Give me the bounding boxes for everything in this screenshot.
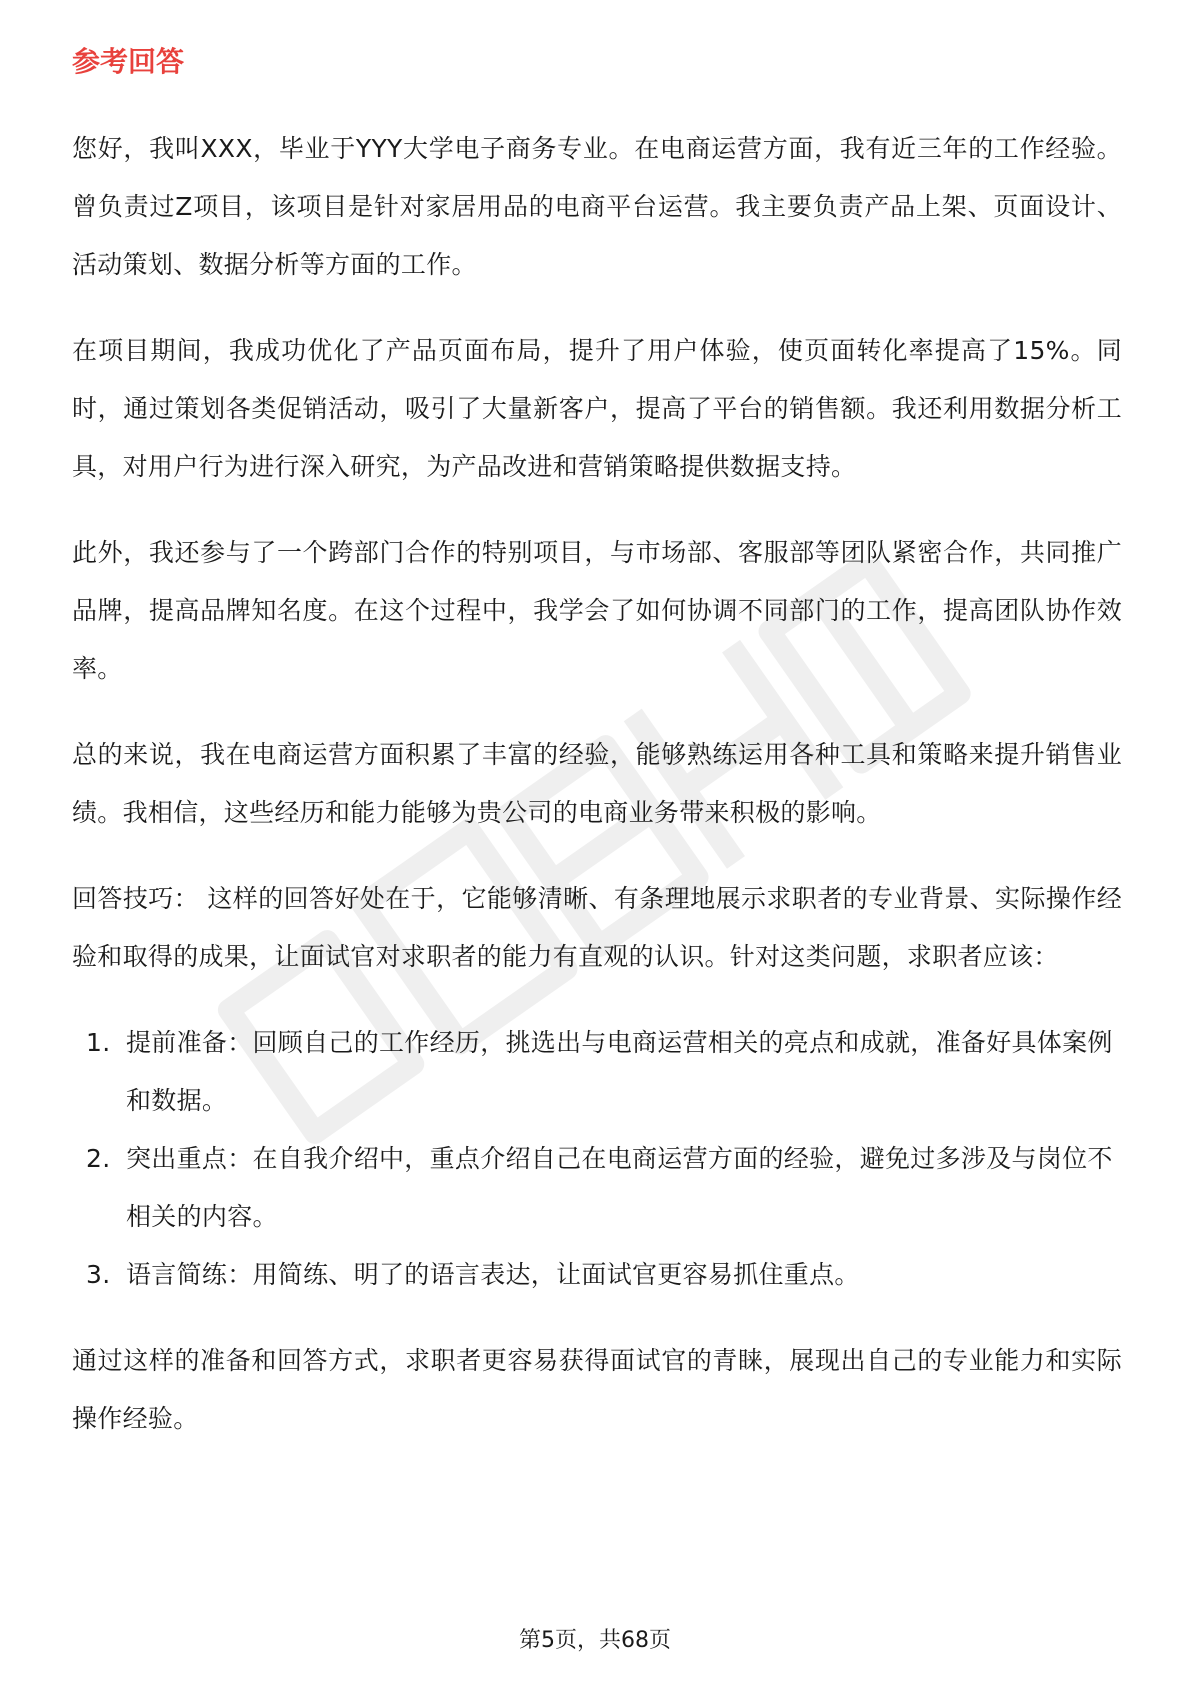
tips-intro-paragraph: 回答技巧： 这样的回答好处在于，它能够清晰、有条理地展示求职者的专业背景、实际操作经验和取得的成果，让面试官对求职者的能力有直观的认识。针对这类问题，求职者应该： (72, 884, 1122, 971)
list-item (72, 1130, 1122, 1246)
list-item-text: 提前准备：回顾自己的工作经历，挑选出与电商运营相关的亮点和成就，准备好具体案例和数据。 (126, 1028, 1113, 1115)
content-area (72, 44, 1122, 1476)
list-item-text: 突出重点：在自我介绍中，重点介绍自己在电商运营方面的经验，避免过多涉及与岗位不相关的内容。 (126, 1144, 1113, 1231)
list-item (72, 1014, 1122, 1130)
answer-paragraph-1: 您好，我叫XXX，毕业于YYY大学电子商务专业。在电商运营方面，我有近三年的工作经验。曾负责过Z项目，该项目是针对家居用品的电商平台运营。我主要负责产品上架、页面设计、活动策划、数据分析等方面的工作。 (72, 134, 1122, 279)
list-item-number: 2. (86, 1144, 111, 1173)
page-number-footer: 第5页，共68页 (519, 1628, 671, 1653)
answer-paragraph-4: 总的来说，我在电商运营方面积累了丰富的经验，能够熟练运用各种工具和策略来提升销售业绩。我相信，这些经历和能力能够为贵公司的电商业务带来积极的影响。 (72, 740, 1122, 827)
list-item (72, 1246, 1122, 1304)
list-item-number: 1. (86, 1028, 111, 1057)
section-heading: 参考回答 (72, 45, 185, 78)
list-item-number: 3. (86, 1260, 111, 1289)
answer-paragraph-2: 在项目期间，我成功优化了产品页面布局，提升了用户体验，使页面转化率提高了15%。同时，通过策划各类促销活动，吸引了大量新客户，提高了平台的销售额。我还利用数据分析工具，对用户行为进行深入研究，为产品改进和营销策略提供数据支持。 (72, 336, 1122, 481)
closing-paragraph: 通过这样的准备和回答方式，求职者更容易获得面试官的青睐，展现出自己的专业能力和实际操作经验。 (72, 1346, 1122, 1433)
tips-list (72, 1014, 1122, 1304)
list-item-text: 语言简练：用简练、明了的语言表达，让面试官更容易抓住重点。 (126, 1260, 860, 1289)
answer-paragraph-3: 此外，我还参与了一个跨部门合作的特别项目，与市场部、客服部等团队紧密合作，共同推广品牌，提高品牌知名度。在这个过程中，我学会了如何协调不同部门的工作，提高团队协作效率。 (72, 538, 1122, 683)
